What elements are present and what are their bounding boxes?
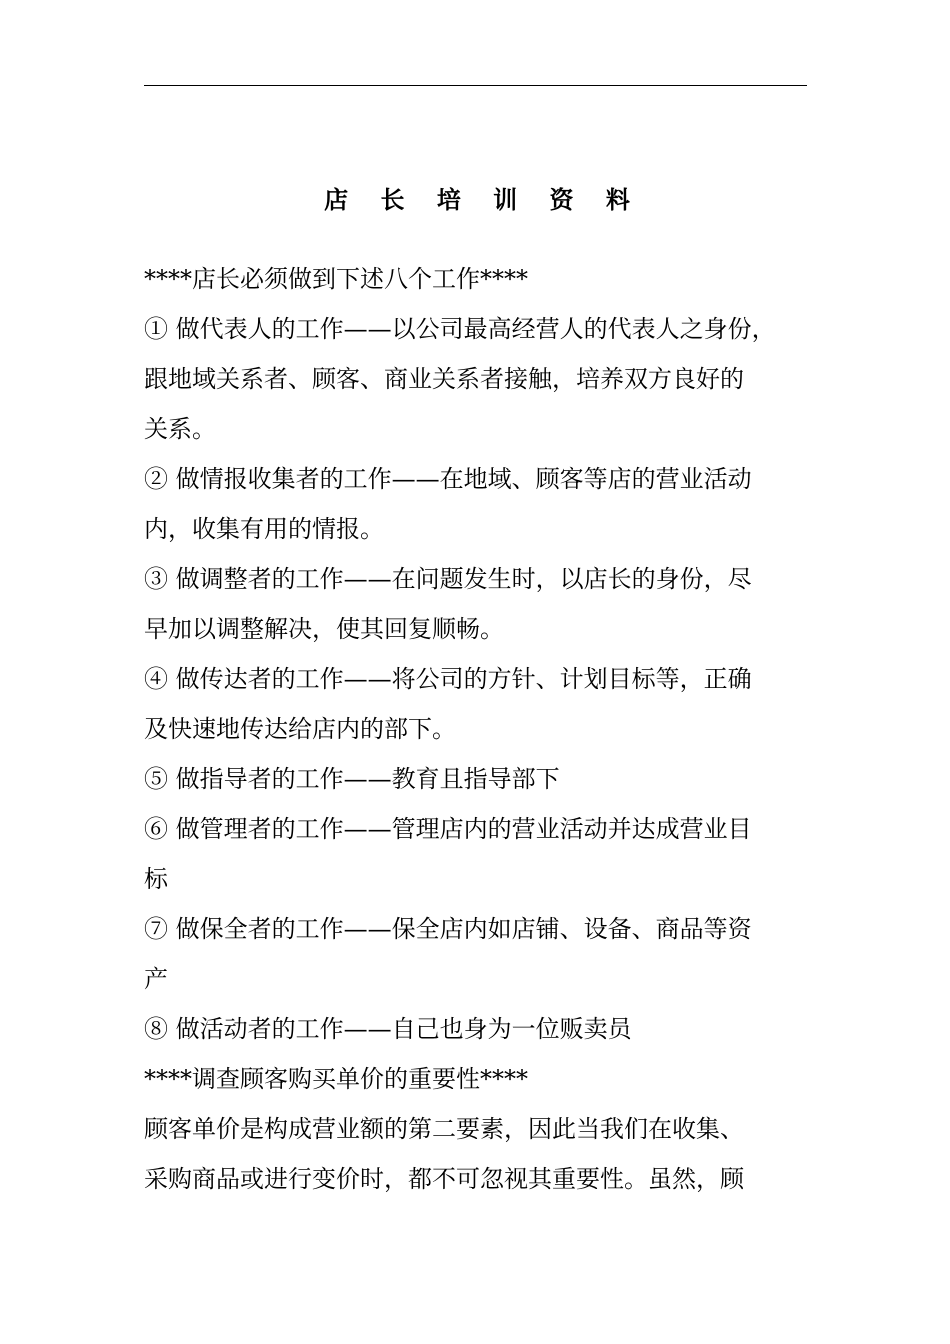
paragraph-line: 早加以调整解决，使其回复顺畅。 — [144, 615, 504, 643]
paragraph-line: 采购商品或进行变价时，都不可忽视其重要性。虽然，顾 — [144, 1165, 744, 1193]
paragraph-line: 及快速地传达给店内的部下。 — [144, 715, 456, 743]
paragraph-line: 跟地域关系者、顾客、商业关系者接触，培养双方良好的 — [144, 365, 744, 393]
document-body — [144, 254, 824, 1204]
paragraph-line: 标 — [144, 865, 168, 893]
paragraph-line: ② 做情报收集者的工作——在地域、顾客等店的营业活动 — [144, 465, 752, 493]
paragraph-line: 产 — [144, 965, 168, 993]
paragraph-line: 内，收集有用的情报。 — [144, 515, 384, 543]
paragraph-line: 顾客单价是构成营业额的第二要素，因此当我们在收集、 — [144, 1115, 744, 1143]
paragraph-line: ⑥ 做管理者的工作——管理店内的营业活动并达成营业目 — [144, 815, 752, 843]
paragraph-line: ⑦ 做保全者的工作——保全店内如店铺、设备、商品等资 — [144, 915, 752, 943]
paragraph-line: ③ 做调整者的工作——在问题发生时，以店长的身份，尽 — [144, 565, 752, 593]
paragraph-line: 关系。 — [144, 415, 216, 443]
section-heading-unit-price: ****调查顾客购买单价的重要性**** — [144, 1065, 528, 1093]
paragraph-line: ⑤ 做指导者的工作——教育且指导部下 — [144, 765, 560, 793]
section-heading-eight-duties: ****店长必须做到下述八个工作**** — [144, 265, 528, 293]
document-title: 店 长 培 训 资 料 — [324, 186, 642, 214]
header-rule — [144, 85, 807, 86]
paragraph-line: ① 做代表人的工作——以公司最高经营人的代表人之身份， — [144, 315, 776, 343]
paragraph-line: ④ 做传达者的工作——将公司的方针、计划目标等，正确 — [144, 665, 752, 693]
paragraph-line: ⑧ 做活动者的工作——自己也身为一位贩卖员 — [144, 1015, 632, 1043]
